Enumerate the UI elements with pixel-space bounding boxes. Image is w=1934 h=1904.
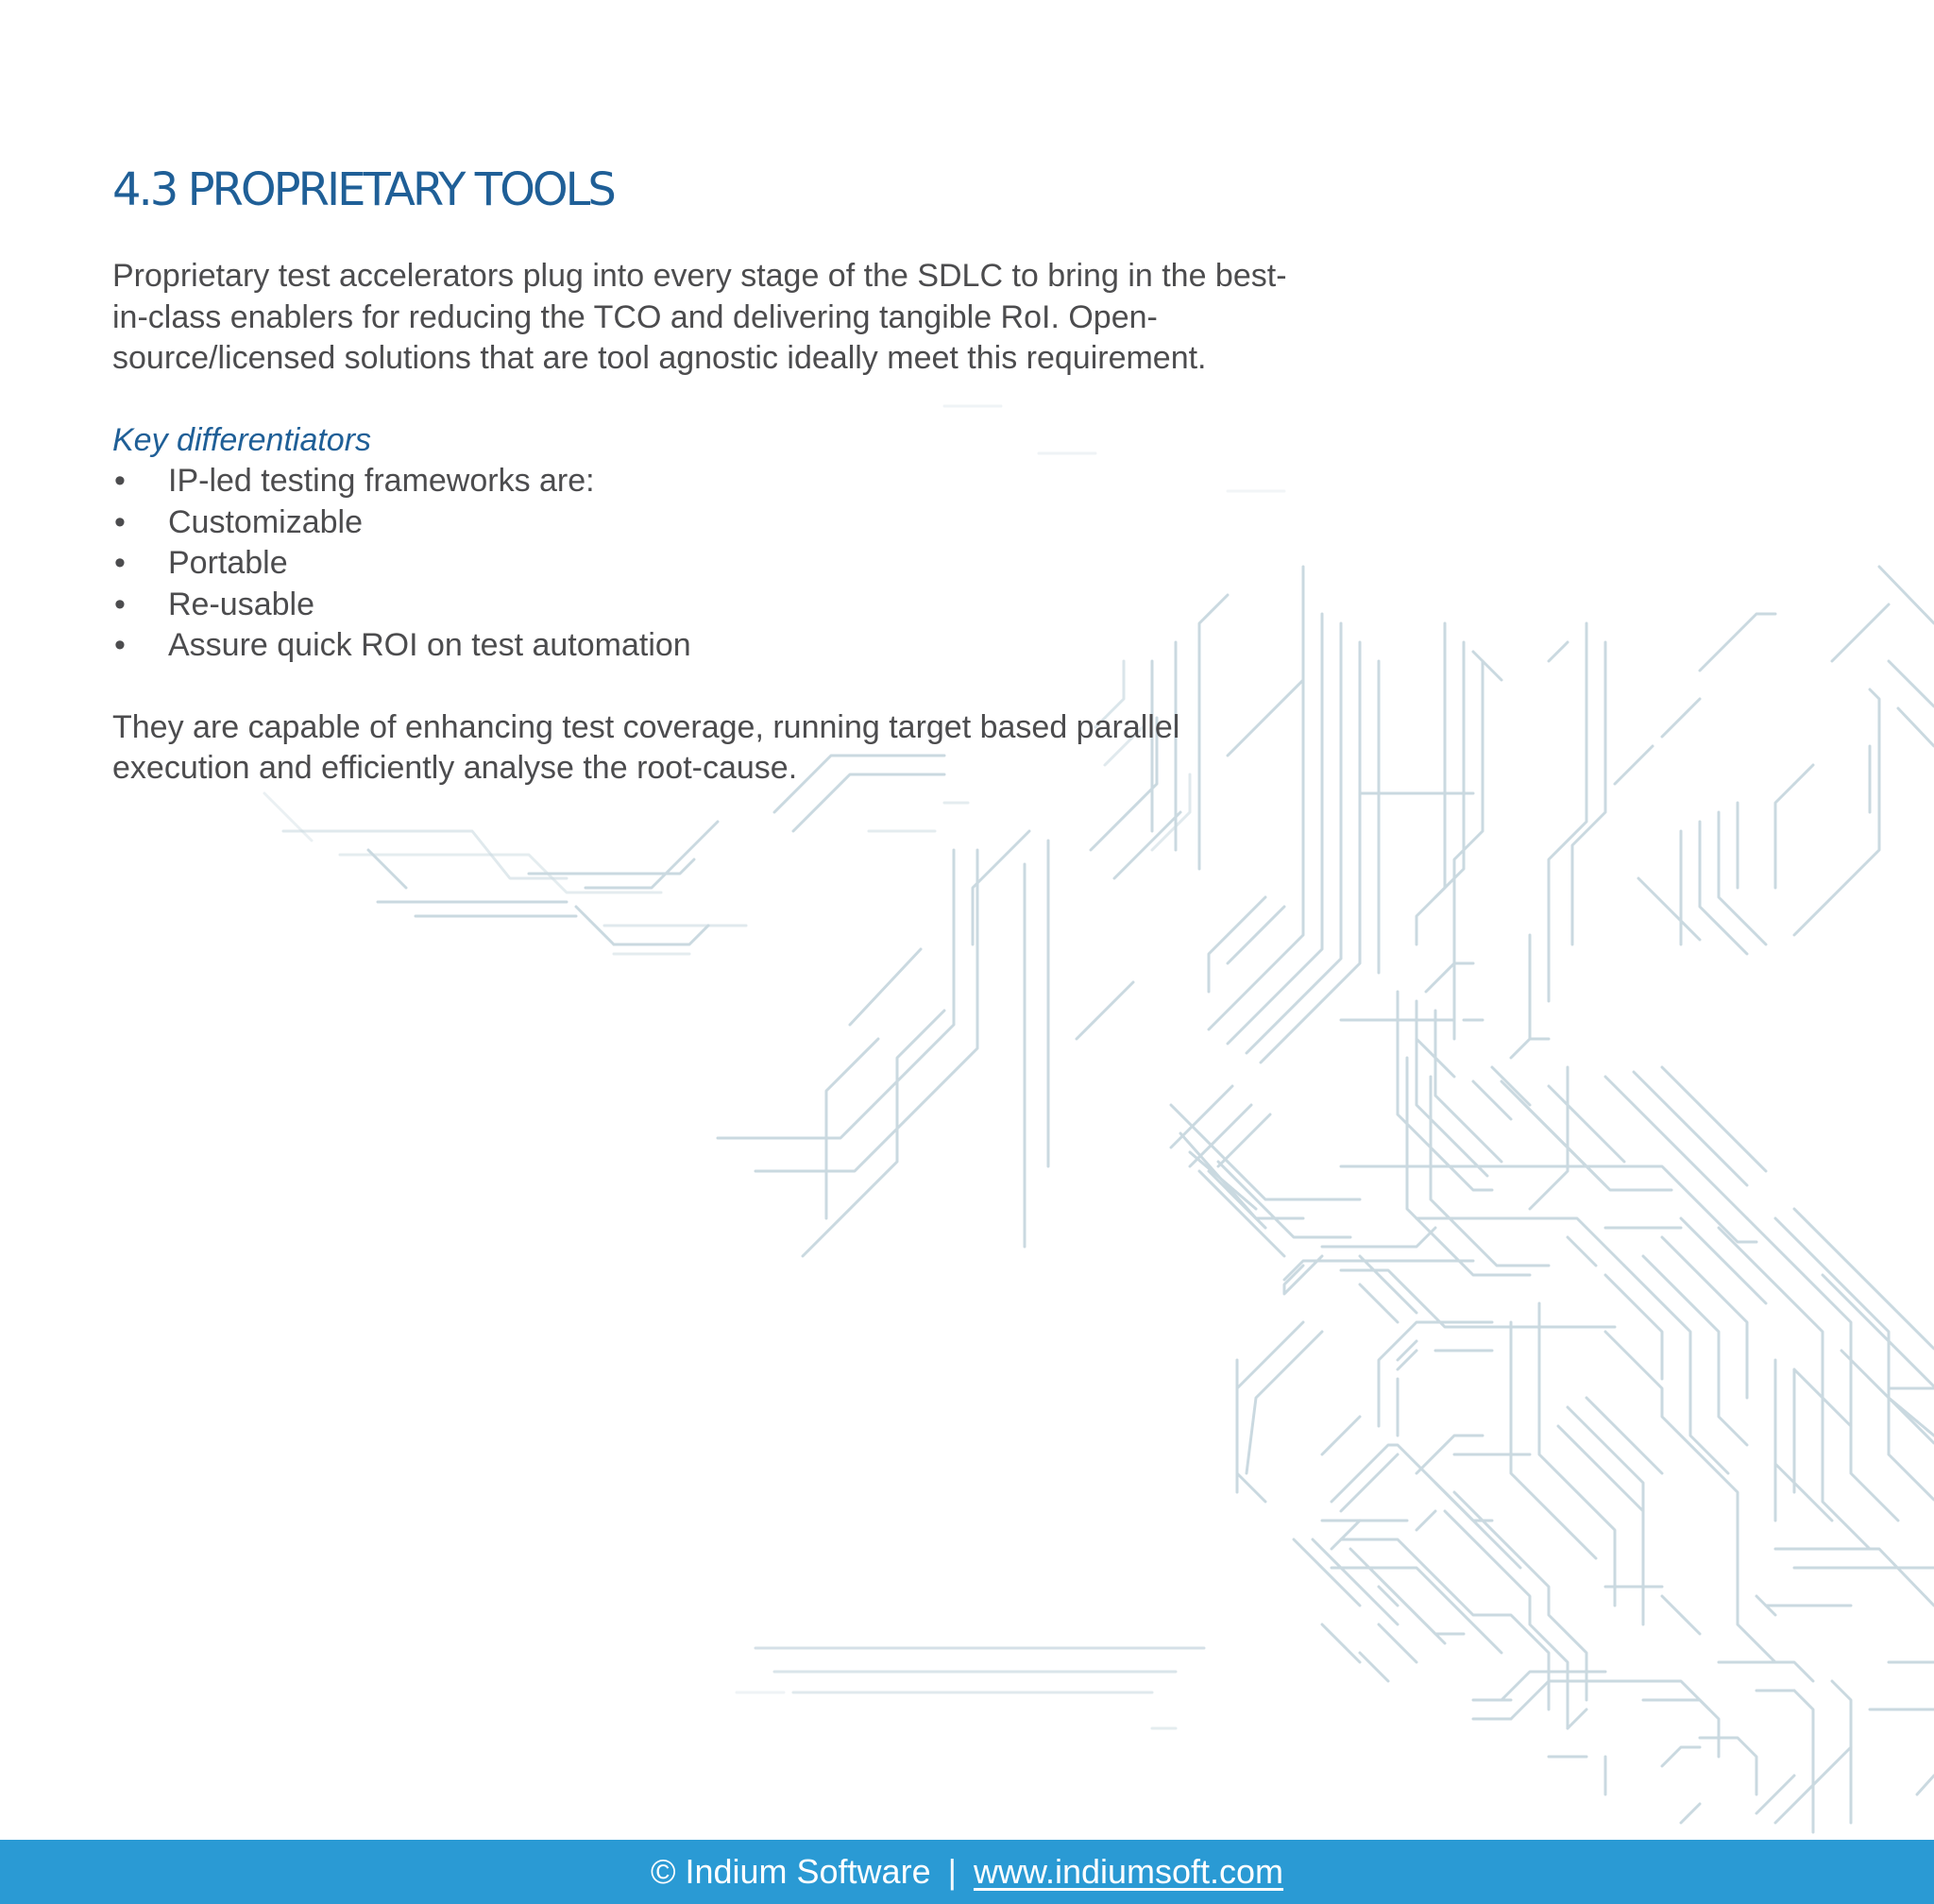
bullet-icon: •	[114, 627, 126, 663]
bullet-icon: •	[114, 545, 126, 581]
footer-bar	[0, 1840, 1934, 1904]
closing-paragraph: They are capable of enhancing test coverage, running target based parallel execution and efficiently analyse the root-cause.	[112, 708, 1180, 786]
list-item-text: Re-usable	[168, 586, 314, 622]
footer-copyright: © Indium Software	[650, 1852, 931, 1891]
list-item-text: Portable	[168, 545, 288, 581]
footer-separator: |	[947, 1852, 957, 1891]
bullet-icon: •	[114, 586, 126, 622]
list-item-text: IP-led testing frameworks are:	[168, 463, 595, 499]
key-differentiators-heading: Key differentiators	[112, 421, 372, 458]
list-item	[112, 585, 1293, 626]
section-title: 4.3 PROPRIETARY TOOLS	[112, 163, 614, 216]
footer-website-link[interactable]: www.indiumsoft.com	[973, 1852, 1284, 1891]
list-item	[112, 625, 1293, 667]
list-item-text: Customizable	[168, 503, 363, 540]
list-item	[112, 502, 1293, 544]
list-item	[112, 461, 1293, 502]
differentiators-list	[112, 461, 1293, 667]
bullet-icon: •	[114, 503, 126, 540]
bullet-icon: •	[114, 463, 126, 499]
list-item-text: Assure quick ROI on test automation	[168, 627, 691, 663]
intro-paragraph: Proprietary test accelerators plug into every stage of the SDLC to bring in the best-in-class enablers for reducing the TCO and delivering tangible RoI. Open-source/licensed solutions that are tool agnostic ideally meet this requirement.	[112, 258, 1287, 376]
list-item	[112, 543, 1293, 585]
main-content	[112, 159, 1293, 790]
